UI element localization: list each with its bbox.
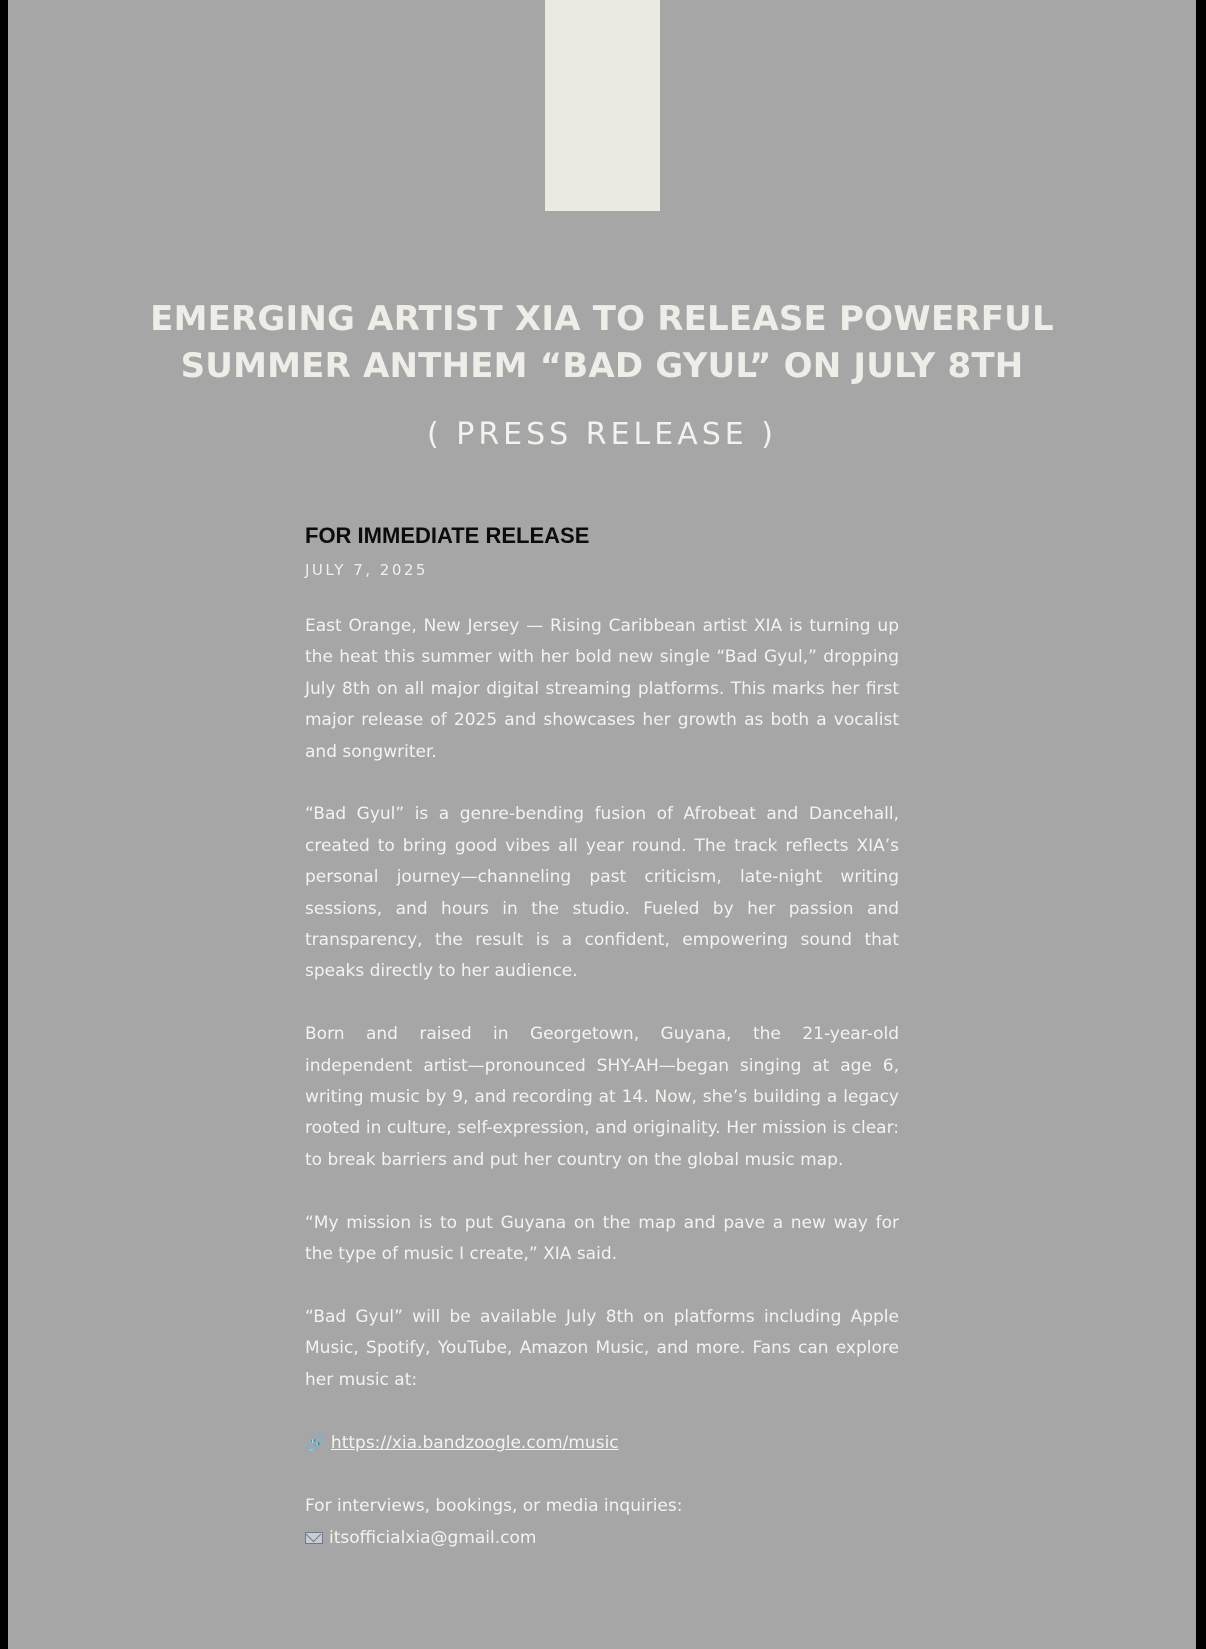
- contact-block: [305, 1491, 899, 1554]
- contact-email[interactable]: itsofficialxia@gmail.com: [329, 1527, 537, 1548]
- decorative-top-bar: [545, 0, 660, 211]
- paragraph-intro: East Orange, New Jersey — Rising Caribbean artist XIA is turning up the heat this summer with her bold new single “Bad Gyul,” dropping July 8th on all major digital streaming platforms. This marks her first major release of 2025 and showcases her growth as both a vocalist and songwriter.: [305, 616, 899, 762]
- contact-text: For interviews, bookings, or media inquiries:: [305, 1496, 683, 1517]
- envelope-icon: [305, 1532, 323, 1544]
- music-link[interactable]: https://xia.bandzoogle.com/music: [330, 1433, 619, 1454]
- immediate-release-label: FOR IMMEDIATE RELEASE: [305, 523, 590, 548]
- headline: [98, 296, 1106, 390]
- headline-line-1: EMERGING ARTIST XIA TO RELEASE POWERFUL: [150, 299, 1054, 339]
- paragraph-availability: “Bad Gyul” will be available July 8th on platforms including Apple Music, Spotify, YouTube, Amazon Music, and more. Fans can explore her music at:: [305, 1306, 899, 1390]
- article-body: [305, 522, 899, 1554]
- press-release-page: [8, 0, 1196, 1649]
- paragraph-quote: “My mission is to put Guyana on the map and pave a new way for the type of music I create,” XIA said.: [305, 1212, 899, 1265]
- release-date: JULY 7, 2025: [305, 561, 428, 579]
- headline-line-2: SUMMER ANTHEM “BAD GYUL” ON JULY 8TH: [180, 346, 1024, 386]
- music-link-row: [305, 1427, 899, 1459]
- paragraph-genre: “Bad Gyul” is a genre-bending fusion of Afrobeat and Dancehall, created to bring good vibes all year round. The track reflects XIA’s personal journey—channeling past criticism, late-night writing sessions, and hours in the studio. Fueled by her passion and transparency, the result is a confident, empowering sound that speaks directly to her audience.: [305, 804, 899, 982]
- press-release-subtitle: ( PRESS RELEASE ): [427, 417, 777, 452]
- contact-email-row: [305, 1523, 899, 1554]
- paragraph-background: Born and raised in Georgetown, Guyana, the 21-year-old independent artist—pronounced SHY-AH—began singing at age 6, writing music by 9, and recording at 14. Now, she’s building a legacy rooted in culture, self-expression, and originality. Her mission is clear: to break barriers and put her country on the global music map.: [305, 1024, 899, 1170]
- link-icon: 🔗: [305, 1433, 325, 1453]
